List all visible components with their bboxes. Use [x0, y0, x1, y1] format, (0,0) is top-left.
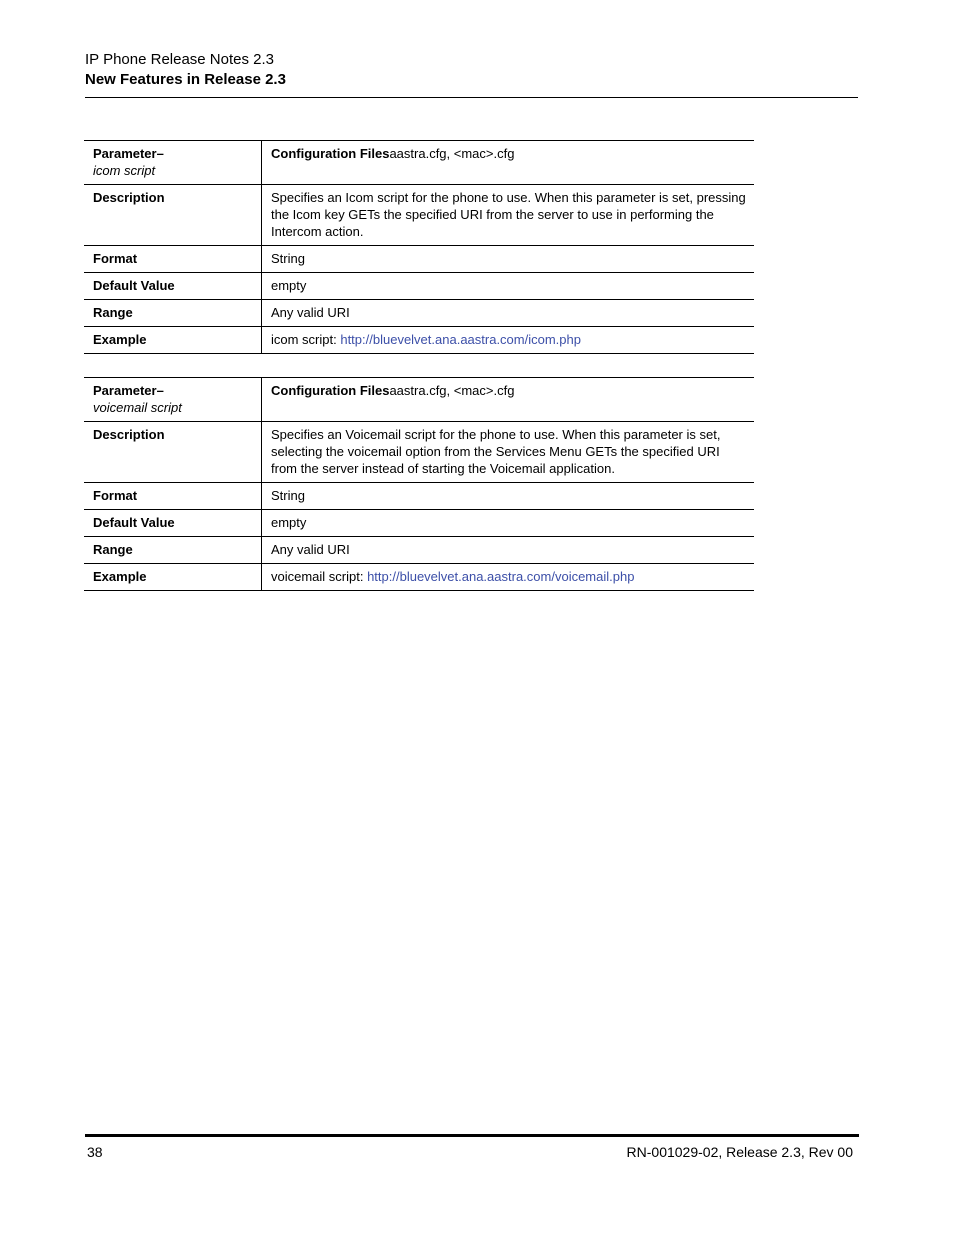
config-files-cell [262, 378, 755, 422]
row-value: Any valid URI [262, 300, 755, 327]
table-row [84, 378, 754, 422]
row-label: Description [84, 185, 262, 246]
parameter-name-cell [84, 141, 262, 185]
row-value: Any valid URI [262, 537, 755, 564]
row-value: empty [262, 273, 755, 300]
example-link[interactable]: http://bluevelvet.ana.aastra.com/voicemail.php [367, 569, 635, 584]
config-files-cell [262, 141, 755, 185]
icom-script-parameter-table [84, 140, 754, 354]
config-files-value: aastra.cfg, <mac>.cfg [389, 146, 515, 161]
row-label: Format [84, 246, 262, 273]
parameter-name-cell [84, 378, 262, 422]
example-link[interactable]: http://bluevelvet.ana.aastra.com/icom.php [340, 332, 581, 347]
config-files-label: Configuration Files [271, 383, 390, 398]
row-value: Specifies an Icom script for the phone to use. When this parameter is set, pressing the Icom key GETs the specified URI from the server to use in performing the Intercom action. [262, 185, 755, 246]
table-row [84, 185, 754, 246]
table-row [84, 246, 754, 273]
table-row [84, 327, 754, 354]
example-cell [262, 327, 755, 354]
table-row [84, 141, 754, 185]
table-row [84, 422, 754, 483]
page-number: 38 [87, 1144, 103, 1160]
row-label: Format [84, 483, 262, 510]
example-prefix: icom script: [271, 332, 341, 347]
config-files-label: Configuration Files [271, 146, 390, 161]
example-cell [262, 564, 755, 591]
header-divider [85, 97, 858, 98]
footer-divider [85, 1134, 859, 1137]
table-row [84, 537, 754, 564]
section-title: New Features in Release 2.3 [85, 71, 286, 88]
row-label: Range [84, 537, 262, 564]
table-row [84, 510, 754, 537]
row-label: Example [84, 564, 262, 591]
document-id: RN-001029-02, Release 2.3, Rev 00 [626, 1144, 853, 1160]
parameter-label: Parameter– [93, 146, 164, 161]
row-value: String [262, 246, 755, 273]
row-label: Range [84, 300, 262, 327]
parameter-label: Parameter– [93, 383, 164, 398]
parameter-name: voicemail script [93, 400, 182, 415]
row-value: empty [262, 510, 755, 537]
config-files-value: aastra.cfg, <mac>.cfg [389, 383, 515, 398]
table-row [84, 483, 754, 510]
parameter-name: icom script [93, 163, 156, 178]
page-header [85, 50, 858, 90]
voicemail-script-parameter-table [84, 377, 754, 591]
example-prefix: voicemail script: [271, 569, 368, 584]
table-row [84, 564, 754, 591]
document-title: IP Phone Release Notes 2.3 [85, 51, 275, 68]
table-row [84, 300, 754, 327]
table-row [84, 273, 754, 300]
row-value: Specifies an Voicemail script for the phone to use. When this parameter is set, selecting the voicemail option from the Services Menu GETs the specified URI from the server instead of starting the Voicemail application. [262, 422, 755, 483]
row-label: Description [84, 422, 262, 483]
row-label: Default Value [84, 510, 262, 537]
row-value: String [262, 483, 755, 510]
row-label: Default Value [84, 273, 262, 300]
row-label: Example [84, 327, 262, 354]
